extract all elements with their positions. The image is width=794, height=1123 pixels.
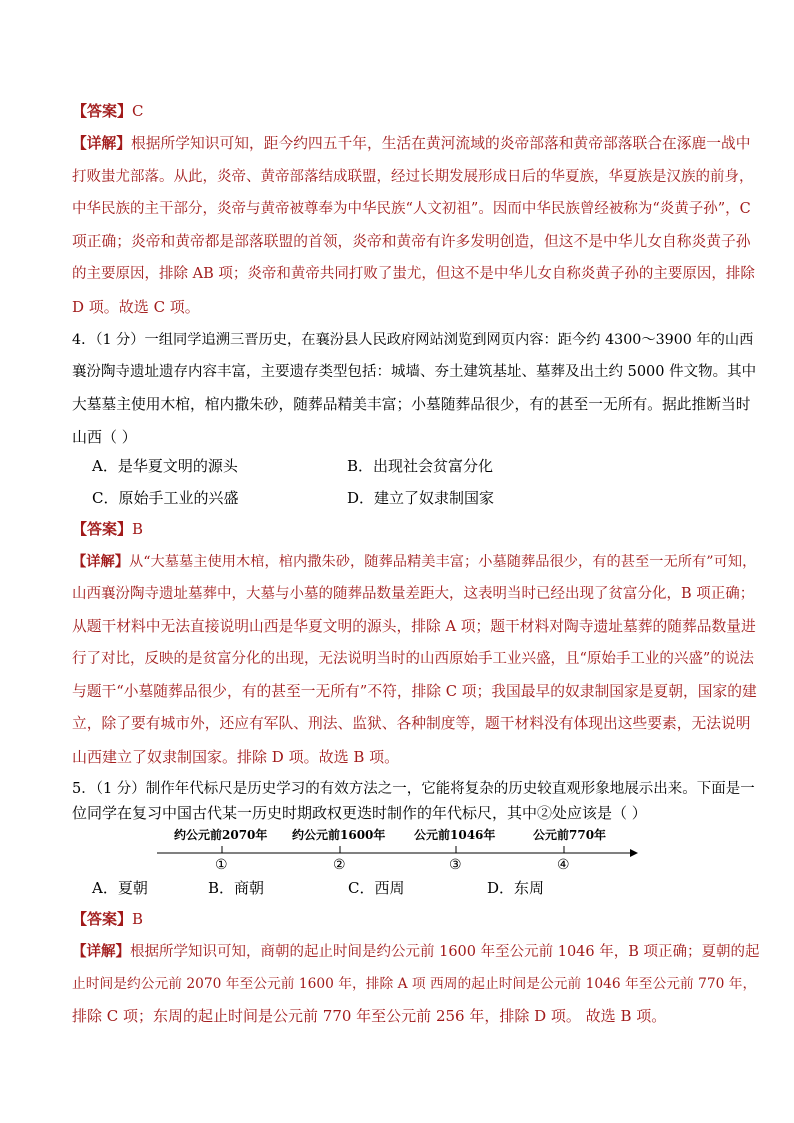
timeline-label-1: 约公元前2070年 (174, 828, 268, 842)
timeline-arrow-icon (630, 849, 638, 857)
q4-stem-line: 山西（ ） (72, 428, 137, 446)
q3-detail-line: 打败蚩尤部落。从此，炎帝、黄帝部落结成联盟，经过长期发展形成日后的华夏族，华夏族是汉族的前身， (72, 169, 754, 185)
q5-option-b: B．商朝 (208, 879, 265, 897)
detail-text: 从“大墓墓主使用木棺，棺内撒朱砂，随葬品精美丰富；小墓随葬品很少，有的甚至一无所有”可知， (129, 554, 757, 570)
q4-option-a: A．是华夏文明的源头 (92, 457, 238, 475)
timeline-mark-1: ① (215, 857, 228, 873)
timeline-mark-4: ④ (557, 857, 570, 873)
q5-option-d: D．东周 (487, 879, 545, 897)
detail-tag: 【详解】 (72, 943, 130, 960)
q3-detail-line: 的主要原因，排除 AB 项；炎帝和黄帝共同打败了蚩尤，但这不是中华儿女自称炎黄子孙的主要原因，排除 (72, 266, 755, 282)
q4-detail-line: 立，除了要有城市外，还应有军队、刑法、监狱、各种制度等，题干材料没有体现出这些要素，无法说明 (72, 715, 751, 732)
detail-tag: 【详解】 (72, 135, 131, 152)
q4-detail-line: 山西襄汾陶寺遗址墓葬中，大墓与小墓的随葬品数量差距大，这表明当时已经出现了贫富分化，B 项正确； (72, 586, 755, 602)
q3-detail-line: D 项。故选 C 项。 (72, 298, 200, 316)
q4-option-c: C．原始手工业的兴盛 (92, 489, 239, 507)
answer-value: B (132, 910, 144, 928)
q5-stem-line: 5．（1 分）制作年代标尺是历史学习的有效方法之一，它能将复杂的历史较直观形象地展示出来。下面是一 (72, 781, 755, 797)
detail-text: 根据所学知识可知，商朝的起止时间是约公元前 1600 年至公元前 1046 年，B 项正确；夏朝的起 (130, 944, 760, 960)
timeline-mark-2: ② (333, 857, 346, 873)
q5-stem-line: 位同学在复习中国古代某一历史时期政权更迭时制作的年代标尺，其中②处应该是（ ） (72, 804, 647, 822)
q4-option-b: B．出现社会贫富分化 (347, 457, 494, 475)
timeline-label-4: 公元前770年 (533, 828, 607, 842)
q4-stem-line: 襄汾陶寺遗址遗存内容丰富，主要遗存类型包括：城墙、夯土建筑基址、墓葬及出土约 5000 件文物。其中 (72, 364, 757, 380)
q4-detail-line: 行了对比，反映的是贫富分化的出现，无法说明当时的山西原始手工业兴盛，且“原始手工业的兴盛”的说法 (72, 651, 754, 667)
timeline-mark-3: ③ (449, 857, 462, 873)
q5-answer (72, 909, 143, 929)
q4-detail-line: 从题干材料中无法直接说明山西是华夏文明的源头，排除 A 项；题干材料对陶寺遗址墓葬的随葬品数量进 (72, 618, 756, 635)
q5-detail-line (72, 942, 760, 962)
detail-tag: 【详解】 (72, 554, 130, 570)
q5-option-c: C．西周 (348, 879, 405, 897)
q4-answer (72, 519, 143, 539)
q5-detail-line: 排除 C 项；东周的起止时间是公元前 770 年至公元前 256 年，排除 D 项。 故选 B 项。 (72, 1007, 667, 1025)
answer-tag: 【答案】 (72, 910, 133, 928)
timeline-label-3: 公元前1046年 (414, 828, 496, 842)
q4-option-d: D．建立了奴隶制国家 (347, 489, 495, 507)
answer-tag: 【答案】 (72, 520, 133, 538)
answer-value: B (132, 520, 144, 538)
q4-detail-line: 与题干“小墓随葬品很少，有的甚至一无所有”不符，排除 C 项；我国最早的奴隶制国家是夏朝，国家的建 (72, 683, 757, 700)
timeline-label-2: 约公元前1600年 (292, 828, 386, 842)
q5-detail-line: 止时间是约公元前 2070 年至公元前 1600 年，排除 A 项 西周的起止时间是公元前 1046 年至公元前 770 年， (72, 976, 757, 992)
q4-detail-line: 山西建立了奴隶制国家。排除 D 项。故选 B 项。 (72, 748, 400, 766)
q3-answer (72, 101, 144, 121)
answer-value: C (132, 102, 144, 120)
q4-stem-line: 4．（1 分）一组同学追溯三晋历史，在襄汾县人民政府网站浏览到网页内容：距今约 4300～3900 年的山西 (72, 332, 754, 348)
q3-detail-line: 中华民族的主干部分，炎帝与黄帝被尊奉为中华民族“人文初祖”。因而中华民族曾经被称为“炎黄子孙”，C (72, 201, 751, 217)
detail-text: 根据所学知识可知，距今约四五千年，生活在黄河流域的炎帝部落和黄帝部落联合在涿鹿一战中 (131, 135, 751, 152)
answer-tag: 【答案】 (72, 102, 133, 120)
q5-option-a: A．夏朝 (92, 879, 148, 897)
q3-detail-line: 项正确；炎帝和黄帝都是部落联盟的首领，炎帝和黄帝有许多发明创造，但这不是中华儿女自称炎黄子孙 (72, 233, 751, 250)
q4-detail-line (72, 552, 756, 572)
q4-stem-line: 大墓墓主使用木棺，棺内撒朱砂，随葬品精美丰富；小墓随葬品很少，有的甚至一无所有。据此推断当时 (72, 396, 751, 413)
q3-detail-line (72, 134, 751, 154)
